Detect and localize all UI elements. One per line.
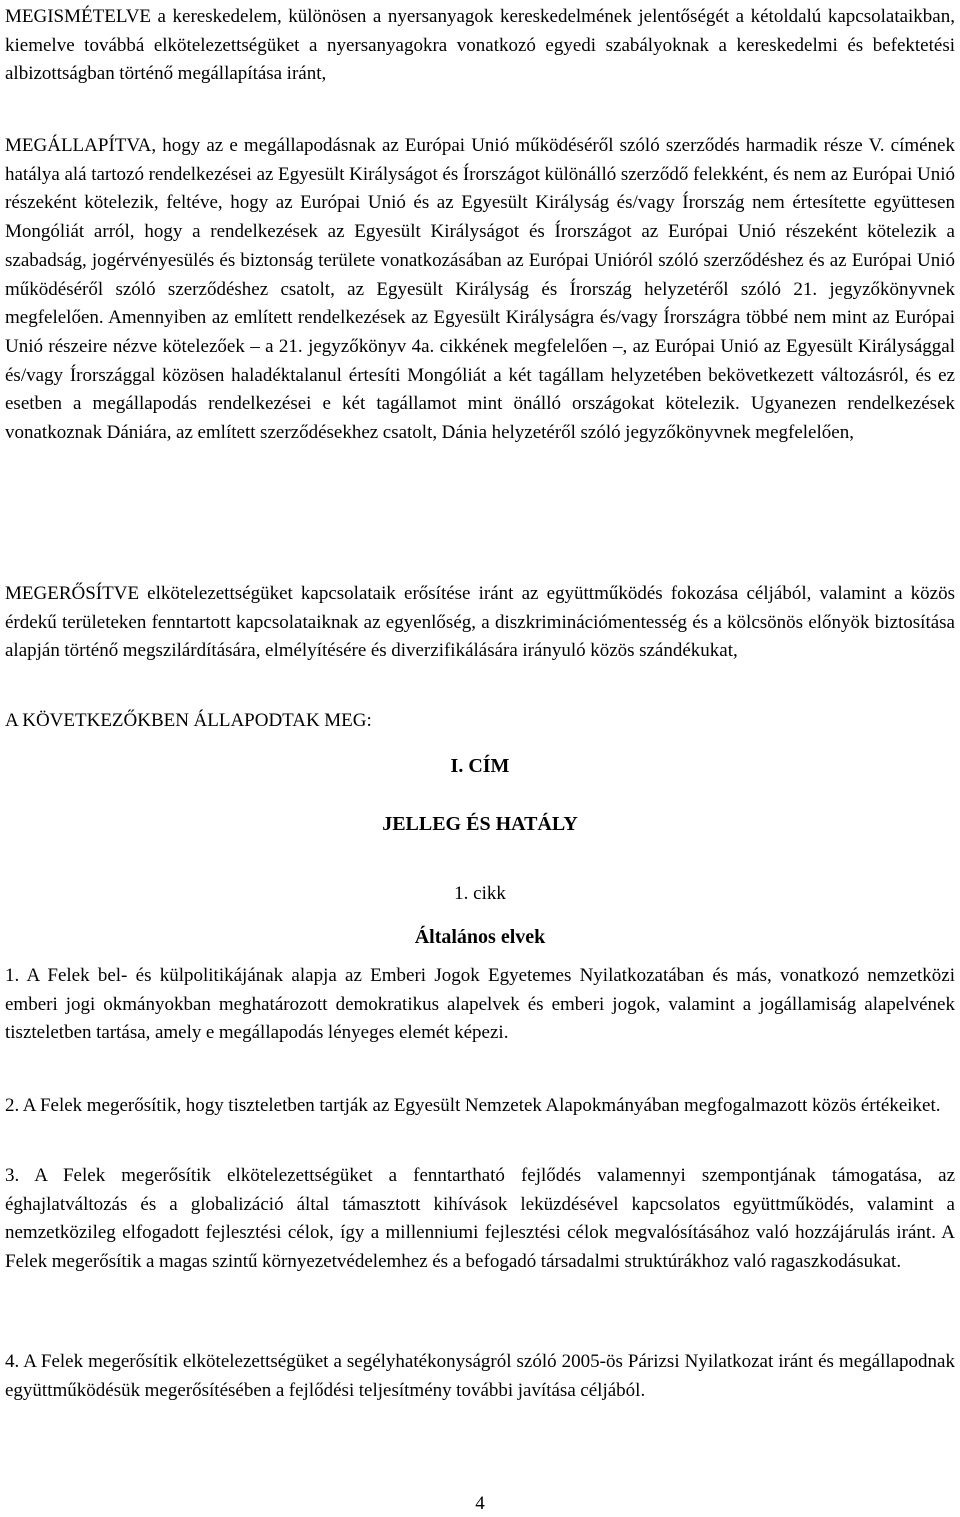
article-name: Általános elvek xyxy=(414,926,546,948)
page-number: 4 xyxy=(475,1493,485,1514)
title-name: JELLEG ÉS HATÁLY xyxy=(382,813,578,835)
article-number: 1. cikk xyxy=(454,883,506,904)
document-page xyxy=(5,0,955,1517)
article-paragraph-3: 3. A Felek megerősítik elkötelezettségüket a fenntartható fejlődés valamennyi szempontjának támogatása, az éghajlatváltozás és a globalizáció által támasztott kihívások leküzdésével kapcsolatos együttműködés, valamint a nemzetközileg elfogadott fejlesztési célok, így a millenniumi fejlesztési célok megvalósításához való hozzájárulás iránt. A Felek megerősítik a magas szintű környezetvédelemhez és a befogadó társadalmi struktúrákhoz való ragaszkodásukat. xyxy=(5,1165,955,1273)
article-paragraph-4: 4. A Felek megerősítik elkötelezettségüket a segélyhatékonyságról szóló 2005-ös Párizsi Nyilatkozat iránt és megállapodnak együttműködésük megerősítésében a fejlődési teljesítmény további javítása céljából. xyxy=(5,1351,955,1401)
article-paragraph-2: 2. A Felek megerősítik, hogy tiszteletben tartják az Egyesült Nemzetek Alapokmányában megfogalmazott közös értékeiket. xyxy=(5,1095,941,1116)
article-paragraph-1: 1. A Felek bel- és külpolitikájának alapja az Emberi Jogok Egyetemes Nyilatkozatában és más, vonatkozó nemzetközi emberi jogi okmányokban meghatározott demokratikus alapelvek és emberi jogok, valamint a jogállamiság alapelvének tiszteletben tartása, amely e megállapodás lényeges elemét képezi. xyxy=(5,965,955,1044)
title-number: I. CÍM xyxy=(450,755,510,777)
preamble-paragraph-3: MEGERŐSÍTVE elkötelezettségüket kapcsolataik erősítése iránt az együttműködés fokozása céljából, valamint a közös érdekű területeken fenntartott kapcsolataiknak az egyenlőség, a diszkriminációmentesség és a kölcsönös előnyök biztosítása alapján történő megszilárdítására, elmélyítésére és diverzifikálására irányuló közös szándékukat, xyxy=(5,583,955,662)
agreement-statement: A KÖVETKEZŐKBEN ÁLLAPODTAK MEG: xyxy=(5,710,372,731)
preamble-paragraph-1: MEGISMÉTELVE a kereskedelem, különösen a nyersanyagok kereskedelmének jelentőségét a kétoldalú kapcsolataikban, kiemelve továbbá elkötelezettségüket a nyersanyagokra vonatkozó egyedi szabályoknak a kereskedelmi és befektetési albizottságban történő megállapítása iránt, xyxy=(5,6,955,85)
preamble-paragraph-2: MEGÁLLAPÍTVA, hogy az e megállapodásnak az Európai Unió működéséről szóló szerződés harmadik része V. címének hatálya alá tartozó rendelkezései az Egyesült Királyságot és Írországot különálló szerződő felekként, és nem az Európai Unió részeként kötelezik, feltéve, hogy az Európai Unió és az Egyesült Királyság és/vagy Írország nem értesítette együttesen Mongóliát arról, hogy a rendelkezések az Egyesült Királyságot és Írországot az Európai Unió részeként kötelezik a szabadság, jogérvényesülés és biztonság területe vonatkozásában az Európai Unióról szóló szerződéshez és az Európai Unió működéséről szóló szerződéshez csatolt, az Egyesült Királyság és Írország helyzetéről szóló 21. jegyzőkönyvnek megfelelően. Amennyiben az említett rendelkezések az Egyesült Királyságra és/vagy Írországra többé nem mint az Európai Unió részeire nézve kötelezőek – a 21. jegyzőkönyv 4a. cikkének megfelelően –, az Európai Unió az Egyesült Királysággal és/vagy Írországgal közösen haladéktalanul értesíti Mongóliát a két tagállam helyzetében bekövetkezett változásról, és ez esetben a megállapodás rendelkezései e két tagállamot mint önálló országokat kötelezik. Ugyanezen rendelkezések vonatkoznak Dániára, az említett szerződésekhez csatolt, Dánia helyzetéről szóló jegyzőkönyvnek megfelelően, xyxy=(5,135,955,444)
